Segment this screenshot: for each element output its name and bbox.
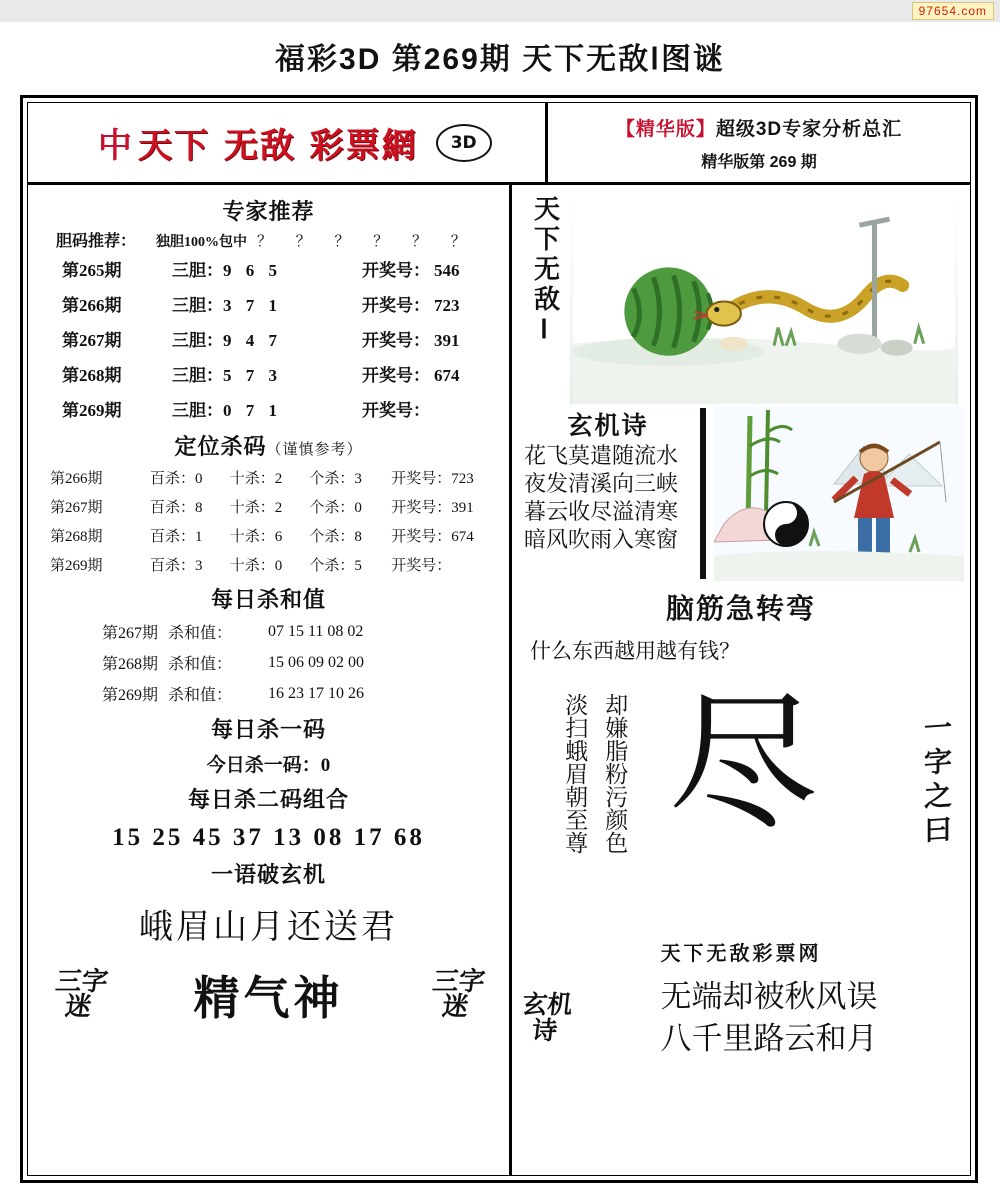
bottom-xuanji-badge [515, 989, 577, 1045]
kill-open [391, 521, 499, 550]
big-char-block [518, 677, 964, 933]
table-row [38, 463, 499, 492]
kill-open [391, 492, 499, 521]
daily-kill-one-title: 每日杀一码 [210, 718, 326, 743]
naojin-title: 脑筋急转弯 [665, 592, 816, 625]
kill-title-text: 定位杀码 [174, 435, 267, 460]
rec-open-label: 开奖号： [362, 331, 430, 350]
bottom-xuanji-block [518, 976, 964, 1060]
right-column [512, 185, 970, 1175]
poster-header [28, 103, 970, 185]
xuanji-text-area [518, 406, 698, 581]
kill-table [38, 463, 499, 579]
big-character: 尽 [668, 677, 819, 851]
kill-shi: 十杀：0 [229, 558, 283, 574]
rec-open [362, 286, 499, 321]
table-row [38, 251, 499, 286]
rec-open [362, 251, 499, 286]
poster-frame [20, 95, 978, 1183]
rec-dan-value: 0 7 1 [223, 401, 282, 420]
rec-dan-value: 9 6 5 [223, 261, 282, 280]
table-row [38, 678, 499, 709]
hz-issue: 第267期 [101, 625, 158, 642]
rec-dan-value: 5 7 3 [223, 366, 282, 385]
kill-issue: 第269期 [50, 558, 103, 574]
kill-shi: 十杀：2 [229, 471, 283, 487]
table-row [38, 356, 499, 391]
illustration-fisherman [714, 406, 964, 581]
bottom-xuanji-badge-text: 玄机诗 [520, 989, 574, 1045]
rec-open-value: 674 [434, 366, 460, 385]
rec-dan-value: 9 4 7 [223, 331, 282, 350]
kill-one-value: 今日杀一码：0 [206, 755, 331, 776]
rec-open-label: 开奖号： [362, 366, 430, 385]
site-name: 天下无敌彩票网 [660, 941, 822, 965]
rec-three-dan [172, 286, 362, 321]
series-title-text: 天下无敌 [529, 195, 560, 315]
edition-tag: 【精华版】 [615, 118, 716, 140]
hz-issue: 第269期 [101, 687, 158, 704]
left-column [28, 185, 512, 1175]
rec-open [362, 356, 499, 391]
daily-kill-two-title: 每日杀二码组合 [187, 788, 349, 813]
hz-value: 15 06 09 02 00 [268, 653, 364, 671]
rec-dan-label: 三胆： [172, 331, 223, 350]
hz-value: 16 23 17 10 26 [268, 684, 364, 702]
hz-label: 杀和值： [168, 656, 233, 673]
rec-open-value: 546 [434, 261, 460, 280]
bottom-line-2: 八千里路云和月 [660, 1020, 878, 1056]
kill-open-value: 723 [451, 471, 474, 487]
yiyu-title: 一语破玄机 [210, 863, 326, 888]
3d-badge-icon: 3D [436, 124, 492, 162]
danma-label: 胆码推荐： [56, 233, 137, 250]
three-word-answer: 精气神 [193, 971, 344, 1025]
vertical-poem-right: 却嫌脂粉污颜色 [602, 693, 628, 854]
edition-title: 超级3D专家分析总汇 [715, 118, 903, 140]
table-row [38, 321, 499, 356]
poster-body [28, 185, 970, 1175]
kill-shi: 十杀：2 [229, 500, 283, 516]
hz-value: 07 15 11 08 02 [268, 622, 364, 640]
three-word-badge-left-text: 三字迷 [53, 967, 110, 1022]
edition-issue: 精华版第 269 期 [701, 153, 817, 171]
recommend-table [38, 251, 499, 426]
vertical-divider [700, 408, 706, 579]
rec-three-dan [172, 251, 362, 286]
expert-recommend-title: 专家推荐 [222, 200, 315, 225]
rec-dan-label: 三胆： [172, 366, 223, 385]
hz-label: 杀和值： [168, 687, 233, 704]
table-row [38, 550, 499, 579]
rec-dan-label: 三胆： [172, 401, 223, 420]
kill-ge: 个杀：0 [309, 500, 362, 516]
rec-issue: 第265期 [62, 261, 122, 280]
kill-ge: 个杀：5 [309, 558, 362, 574]
kill-bai: 百杀：3 [150, 558, 203, 574]
hz-issue: 第268期 [101, 656, 158, 673]
kill-issue: 第266期 [50, 471, 103, 487]
kill-issue: 第268期 [50, 529, 103, 545]
yiyu-line: 峨眉山月还送君 [139, 907, 398, 947]
poster-inner-frame [27, 102, 971, 1176]
edition-area [548, 103, 970, 182]
kill-open-label: 开奖号： [391, 500, 452, 516]
rec-dan-label: 三胆： [172, 261, 223, 280]
table-row [38, 286, 499, 321]
danma-text: 独胆100%包中 [156, 235, 248, 250]
bottom-line-1: 无端却被秋风误 [660, 979, 878, 1014]
table-row [38, 391, 499, 426]
illustration-snake-watermelon [570, 193, 958, 404]
one-word-label: 一字之曰 [920, 711, 953, 851]
watermark-label: 97654.com [912, 2, 994, 20]
xuanji-title: 玄机诗 [567, 411, 649, 440]
three-word-badge-right-text: 三字迷 [430, 967, 487, 1022]
kill-open-label: 开奖号： [391, 558, 452, 574]
rec-issue: 第267期 [62, 331, 122, 350]
lottery-logo-icon: 中 [98, 128, 132, 165]
rec-open-label: 开奖号： [362, 401, 430, 420]
series-title [518, 189, 570, 404]
kill-ge: 个杀：8 [309, 529, 362, 545]
snake-watermelon-svg [570, 193, 958, 404]
three-word-riddle-row [38, 962, 499, 1028]
danma-marks: ？ ？ ？ ？ ？ ？ [257, 234, 476, 250]
table-row [38, 647, 499, 678]
danma-row [38, 228, 499, 251]
fisherman-svg [714, 406, 964, 581]
rec-dan-label: 三胆： [172, 296, 223, 315]
xuanji-poem-line-2: 夜发清溪向三峡 [524, 471, 679, 497]
brand-name-black: 網 [382, 118, 418, 167]
kill-bai: 百杀：8 [150, 500, 203, 516]
xuanji-poem-line-1: 花飞莫遣随流水 [524, 443, 679, 468]
kill-ge: 个杀：3 [309, 471, 362, 487]
xuanji-block [518, 406, 964, 581]
three-word-badge-right [418, 967, 497, 1022]
table-row [38, 521, 499, 550]
kill-open [391, 550, 499, 579]
kill-open [391, 463, 499, 492]
rec-three-dan [172, 356, 362, 391]
rec-open-value: 723 [434, 296, 460, 315]
kill-two-combo: 15 25 45 37 13 08 17 68 [112, 824, 425, 851]
kill-open-label: 开奖号： [391, 471, 452, 487]
three-word-badge-left [41, 967, 120, 1022]
rec-open-label: 开奖号： [362, 296, 430, 315]
xuanji-poem-line-4: 暗风吹雨入寒窗 [524, 527, 679, 553]
rec-dan-value: 3 7 1 [223, 296, 282, 315]
rec-three-dan [172, 391, 362, 426]
series-title-roman: Ⅰ [540, 315, 548, 344]
kill-title-note: （谨慎参考） [266, 442, 363, 458]
rec-open-label: 开奖号： [362, 261, 430, 280]
kill-position-title [38, 430, 499, 461]
kill-bai: 百杀：1 [150, 529, 203, 545]
kill-open-value: 674 [451, 529, 474, 545]
rec-issue: 第266期 [62, 296, 122, 315]
rec-open [362, 391, 499, 426]
kill-sum-table [38, 616, 499, 709]
kill-open-label: 开奖号： [391, 529, 452, 545]
rec-open [362, 321, 499, 356]
bottom-xuanji-lines [574, 976, 964, 1060]
daily-kill-sum-title: 每日杀和值 [210, 588, 326, 613]
brand-name-red: 天下 无敌 彩票 [138, 118, 382, 167]
xuanji-poem-line-3: 暮云收尽溢清寒 [524, 499, 679, 525]
kill-open-value: 391 [451, 500, 474, 516]
hz-label: 杀和值： [168, 625, 233, 642]
naojin-question: 什么东西越用越有钱？ [530, 639, 740, 663]
brand-area [28, 103, 548, 182]
rec-three-dan [172, 321, 362, 356]
top-watermark-bar [0, 0, 1000, 22]
table-row [38, 492, 499, 521]
table-row [38, 616, 499, 647]
kill-issue: 第267期 [50, 500, 103, 516]
rec-open-value: 391 [434, 331, 460, 350]
page-title: 福彩3D 第269期 天下无敌Ⅰ图谜 [275, 43, 725, 76]
edition-title-row [616, 114, 902, 141]
kill-bai: 百杀：0 [150, 471, 203, 487]
rec-issue: 第268期 [62, 366, 122, 385]
kill-shi: 十杀：6 [229, 529, 283, 545]
top-illustration-block [518, 189, 964, 404]
rec-issue: 第269期 [62, 401, 122, 420]
vertical-poem-left: 淡扫蛾眉朝至尊 [562, 693, 588, 854]
